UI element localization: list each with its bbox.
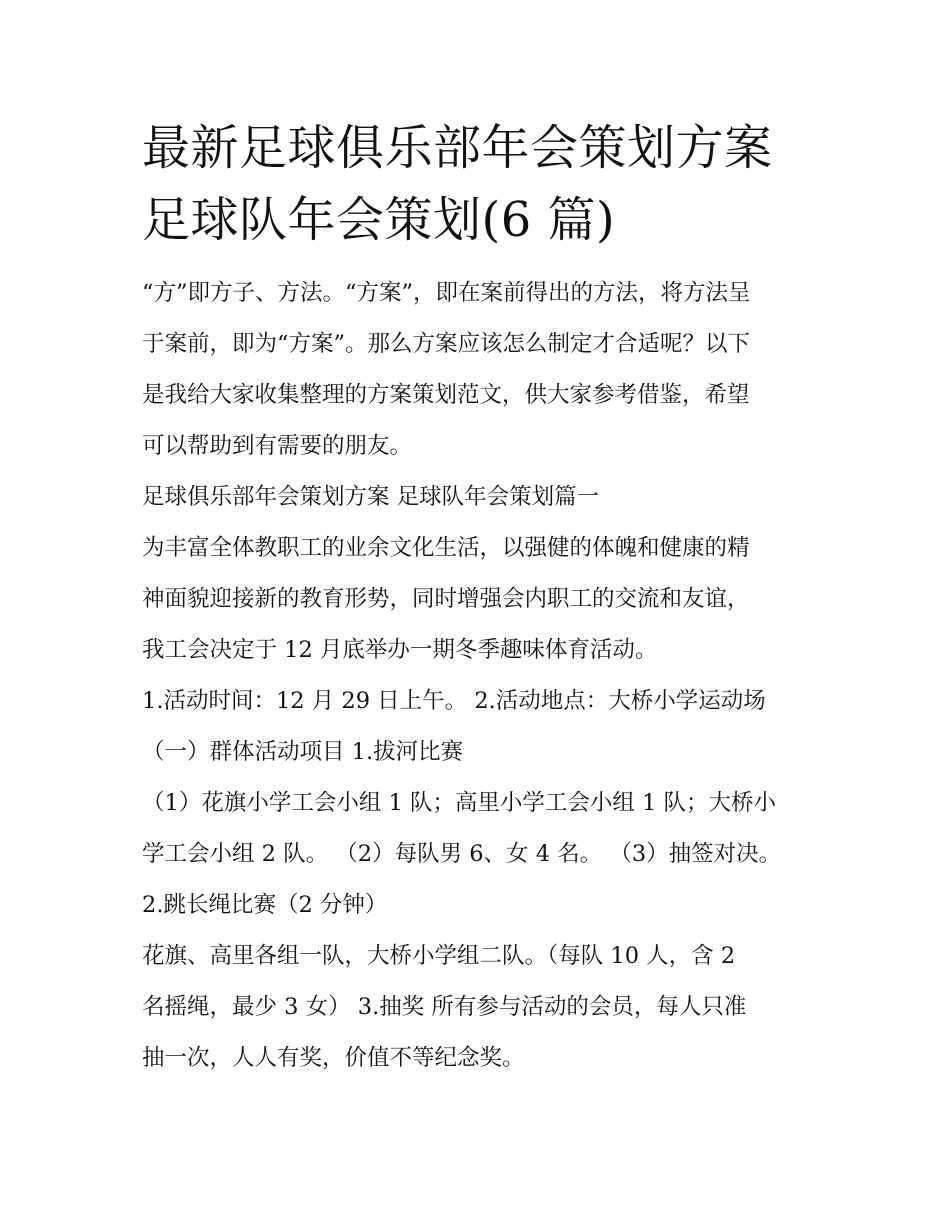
body-line: 名摇绳，最少 3 女） 3.抽奖 所有参与活动的会员，每人只准 (142, 994, 747, 1020)
document-title (142, 112, 814, 256)
body-line: 花旗、高里各组一队，大桥小学组二队。（每队 10 人，含 2 (142, 943, 736, 969)
body-line: 抽一次，人人有奖，价值不等纪念奖。 (142, 1045, 525, 1071)
body-line: （一）群体活动项目 1.拔河比赛 (142, 739, 464, 765)
title-line: 最新足球俱乐部年会策划方案 (142, 120, 773, 176)
body-line: 为丰富全体教职工的业余文化生活，以强健的体魄和健康的精 (142, 535, 750, 561)
body-line: 2.跳长绳比赛（2 分钟） (142, 892, 388, 918)
section-heading: 足球俱乐部年会策划方案 足球队年会策划篇一 (142, 484, 600, 510)
body-line: （1）花旗小学工会小组 1 队；高里小学工会小组 1 队；大桥小 (142, 790, 777, 816)
intro-line: 是我给大家收集整理的方案策划范文，供大家参考借鉴，希望 (142, 382, 750, 408)
document-body (142, 268, 814, 1084)
body-line: 1.活动时间：12 月 29 日上午。 2.活动地点：大桥小学运动场 (142, 688, 766, 714)
title-line: 足球队年会策划(6 篇) (142, 192, 616, 248)
body-line: 学工会小组 2 队。 （2）每队男 6、女 4 名。 （3）抽签对决。 (142, 841, 782, 867)
body-line: 我工会决定于 12 月底举办一期冬季趣味体育活动。 (142, 637, 658, 663)
intro-line: “方”即方子、方法。“方案”，即在案前得出的方法，将方法呈 (142, 280, 751, 306)
intro-line: 可以帮助到有需要的朋友。 (142, 433, 413, 459)
document-page (142, 112, 814, 1084)
intro-line: 于案前，即为“方案”。那么方案应该怎么制定才合适呢？以下 (142, 331, 751, 357)
body-line: 神面貌迎接新的教育形势，同时增强会内职工的交流和友谊， (142, 586, 750, 612)
